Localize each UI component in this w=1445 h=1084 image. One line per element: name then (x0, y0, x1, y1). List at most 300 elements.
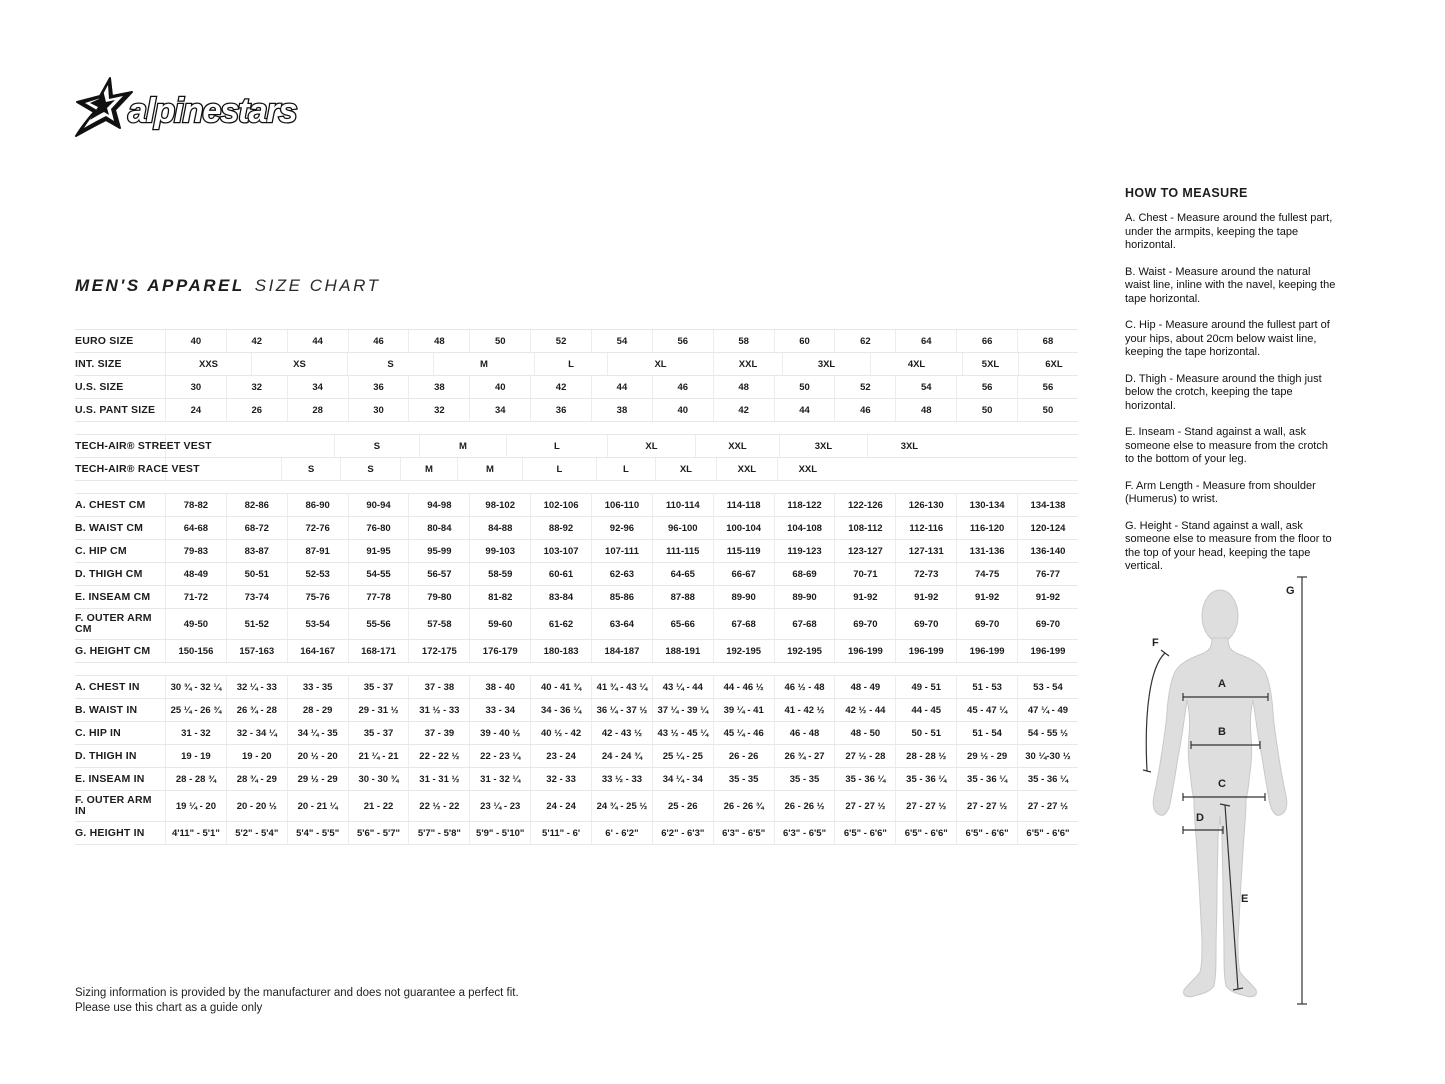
table-cell: S (340, 458, 400, 480)
table-cell: 176-179 (469, 640, 530, 662)
label-arm-f: F (1152, 637, 1159, 649)
table-cell: 35 - 37 (348, 676, 409, 698)
row-label: E. INSEAM IN (75, 772, 145, 785)
table-cell: 32 - 33 (530, 768, 591, 790)
table-cell: 34 (287, 376, 348, 398)
table-cell: 29 ½ - 29 (956, 745, 1017, 767)
table-cell: 6'5" - 6'6" (1017, 822, 1078, 844)
row-cells (165, 822, 1078, 844)
table-cell: 26 ¾ - 28 (226, 699, 287, 721)
table-cell: 61-62 (530, 609, 591, 639)
table-cell: 52 (834, 376, 895, 398)
table-cell: 28 - 28 ¾ (165, 768, 226, 790)
page-title (75, 276, 381, 296)
table-row (75, 745, 1078, 768)
table-cell: 20 - 21 ¼ (287, 791, 348, 821)
table-cell: 27 - 27 ½ (834, 791, 895, 821)
table-cell: 196-199 (1017, 640, 1078, 662)
table-cell: 6'3" - 6'5" (713, 822, 774, 844)
table-cell: 25 ¼ - 26 ¾ (165, 699, 226, 721)
table-cell: XXS (165, 353, 251, 375)
table-cell: 40 ½ - 42 (530, 722, 591, 744)
table-cell: 70-71 (834, 563, 895, 585)
table-cell: 22 - 23 ¼ (469, 745, 530, 767)
table-row (75, 822, 1078, 845)
table-cell: 98-102 (469, 494, 530, 516)
row-label: F. OUTER ARM IN (75, 794, 152, 817)
table-cell: 26 - 26 (713, 745, 774, 767)
label-waist-b: B (1218, 726, 1226, 738)
table-cell: 65-66 (652, 609, 713, 639)
label-height-g: G (1286, 585, 1295, 597)
table-cell: 28 - 29 (287, 699, 348, 721)
table-row (75, 586, 1078, 609)
row-cells (165, 494, 1078, 516)
table-cell: 72-76 (287, 517, 348, 539)
table-cell: 71-72 (165, 586, 226, 608)
row-label: A. CHEST CM (75, 498, 146, 511)
table-cell: 35 - 36 ¼ (1017, 768, 1078, 790)
table-cell: 27 ½ - 28 (834, 745, 895, 767)
row-label: D. THIGH CM (75, 567, 143, 580)
table-cell: 30 ¾ - 32 ¼ (165, 676, 226, 698)
table-cell: 82-86 (226, 494, 287, 516)
table-cell: 44 - 46 ½ (713, 676, 774, 698)
table-cell: 50-51 (226, 563, 287, 585)
table-cell: 53-54 (287, 609, 348, 639)
table-cell: 127-131 (895, 540, 956, 562)
table-cell (838, 458, 1088, 480)
row-cells (165, 353, 1078, 375)
table-cell: L (506, 435, 607, 457)
table-cell: 30 (165, 376, 226, 398)
table-cell: 34 (469, 399, 530, 421)
table-cell: 3XL (782, 353, 870, 375)
table-cell: 51 - 53 (956, 676, 1017, 698)
table-cell: 42 (713, 399, 774, 421)
table-cell: 86-90 (287, 494, 348, 516)
table-cell: 35 - 36 ¼ (895, 768, 956, 790)
table-cell: 150-156 (165, 640, 226, 662)
table-cell: 56 (1017, 376, 1078, 398)
how-to-measure-panel (1125, 186, 1337, 587)
table-cell: 62-63 (591, 563, 652, 585)
row-label: A. CHEST IN (75, 680, 140, 693)
table-cell: 81-82 (469, 586, 530, 608)
table-cell: 96-100 (652, 517, 713, 539)
label-inseam-e: E (1241, 893, 1249, 905)
table-row (75, 540, 1078, 563)
table-cell: 23 ¼ - 23 (469, 791, 530, 821)
table-cell: 74-75 (956, 563, 1017, 585)
table-cell: 41 - 42 ½ (774, 699, 835, 721)
alpinestars-logo (70, 76, 332, 142)
table-cell: 48-49 (165, 563, 226, 585)
row-cells (165, 768, 1078, 790)
table-cell: 157-163 (226, 640, 287, 662)
table-cell: 26 - 26 ½ (774, 791, 835, 821)
table-cell: 31 - 31 ½ (408, 768, 469, 790)
table-cell: 31 ½ - 33 (408, 699, 469, 721)
table-cell: 42 (530, 376, 591, 398)
table-cell: 33 - 34 (469, 699, 530, 721)
table-cell: 134-138 (1017, 494, 1078, 516)
table-cell: 36 (530, 399, 591, 421)
table-cell: 29 - 31 ½ (348, 699, 409, 721)
table-cell: 3XL (779, 435, 867, 457)
table-cell: 4XL (870, 353, 962, 375)
table-cell: 50 (469, 330, 530, 352)
how-to-measure-list (1125, 212, 1337, 574)
table-cell: 48 (895, 399, 956, 421)
disclaimer-line-1: Sizing information is provided by the manufacturer and does not guarantee a perfect fit. (75, 987, 519, 999)
table-cell: 172-175 (408, 640, 469, 662)
measure-instruction: F. Arm Length - Measure from shoulder (Humerus) to wrist. (1125, 479, 1316, 505)
table-cell: 56 (956, 376, 1017, 398)
table-cell: 5'4" - 5'5" (287, 822, 348, 844)
table-cell: 6'3" - 6'5" (774, 822, 835, 844)
table-cell: 60 (774, 330, 835, 352)
table-cell: 180-183 (530, 640, 591, 662)
row-label: G. HEIGHT IN (75, 826, 145, 839)
table-cell: 35 - 36 ¼ (834, 768, 895, 790)
table-cell: 26 - 26 ¾ (713, 791, 774, 821)
table-cell: 28 (287, 399, 348, 421)
table-cell: 6'2" - 6'3" (652, 822, 713, 844)
row-cells (165, 722, 1078, 744)
table-cell: 79-83 (165, 540, 226, 562)
table-cell: 136-140 (1017, 540, 1078, 562)
table-cell: XL (607, 435, 695, 457)
table-cell: XXL (695, 435, 779, 457)
table-cell: 69-70 (956, 609, 1017, 639)
table-cell: 35 - 35 (774, 768, 835, 790)
table-cell: 39 ¼ - 41 (713, 699, 774, 721)
table-row (75, 399, 1078, 422)
row-label: U.S. PANT SIZE (75, 403, 156, 416)
table-cell: 91-92 (834, 586, 895, 608)
table-cell: 6XL (1018, 353, 1089, 375)
table-cell: 19 - 20 (226, 745, 287, 767)
table-cell: 55-56 (348, 609, 409, 639)
table-row (75, 768, 1078, 791)
table-cell: 130-134 (956, 494, 1017, 516)
table-cell: 83-87 (226, 540, 287, 562)
row-cells (165, 435, 1078, 457)
table-cell: 3XL (867, 435, 951, 457)
row-label: C. HIP IN (75, 726, 121, 739)
table-cell: 32 - 34 ¼ (226, 722, 287, 744)
disclaimer-line-2: Please use this chart as a guide only (75, 1002, 263, 1014)
table-row (75, 722, 1078, 745)
table-cell: 75-76 (287, 586, 348, 608)
table-cell: 25 ¼ - 25 (652, 745, 713, 767)
table-cell: 24 ¾ - 25 ½ (591, 791, 652, 821)
body-measurement-diagram (1140, 572, 1325, 1032)
table-cell: 68-72 (226, 517, 287, 539)
table-cell: 64 (895, 330, 956, 352)
table-cell: 114-118 (713, 494, 774, 516)
table-cell: 20 - 20 ½ (226, 791, 287, 821)
table-cell: 196-199 (895, 640, 956, 662)
row-label: G. HEIGHT CM (75, 644, 151, 657)
row-cells (165, 676, 1078, 698)
table-cell: 79-80 (408, 586, 469, 608)
table-cell: 72-73 (895, 563, 956, 585)
table-cell: M (400, 458, 457, 480)
table-cell: 57-58 (408, 609, 469, 639)
table-cell: 76-80 (348, 517, 409, 539)
table-cell: 6'5" - 6'6" (956, 822, 1017, 844)
table-cell: 44 (774, 399, 835, 421)
table-cell: 56-57 (408, 563, 469, 585)
table-cell: 30 ¼-30 ½ (1017, 745, 1078, 767)
table-cell: 37 ¼ - 39 ¼ (652, 699, 713, 721)
table-cell: 76-77 (1017, 563, 1078, 585)
measure-instruction: A. Chest - Measure around the fullest part, under the armpits, keeping the tape horizontal. (1125, 212, 1333, 251)
table-cell: 103-107 (530, 540, 591, 562)
table-cell: L (534, 353, 607, 375)
table-row (75, 563, 1078, 586)
table-cell: 69-70 (1017, 609, 1078, 639)
row-label: INT. SIZE (75, 357, 122, 370)
table-cell: XL (607, 353, 713, 375)
table-cell: 46 (834, 399, 895, 421)
table-cell: 40 (165, 330, 226, 352)
table-cell: 73-74 (226, 586, 287, 608)
table-cell: 46 (652, 376, 713, 398)
table-group (75, 329, 1078, 422)
table-cell: XXL (716, 458, 777, 480)
table-cell: 19 ¼ - 20 (165, 791, 226, 821)
table-cell: 40 (469, 376, 530, 398)
table-cell: 23 - 24 (530, 745, 591, 767)
table-cell: 119-123 (774, 540, 835, 562)
table-cell: 27 - 27 ½ (1017, 791, 1078, 821)
table-cell: 59-60 (469, 609, 530, 639)
row-label: EURO SIZE (75, 334, 134, 347)
measure-instruction: D. Thigh - Measure around the thigh just below the crotch, keeping the tape horizontal. (1125, 372, 1322, 412)
table-cell: 26 ¾ - 27 (774, 745, 835, 767)
table-cell: 89-90 (774, 586, 835, 608)
table-cell: 68-69 (774, 563, 835, 585)
table-cell: 50 (1017, 399, 1078, 421)
table-cell: 24 - 24 ¾ (591, 745, 652, 767)
table-cell: 54 - 55 ½ (1017, 722, 1078, 744)
table-cell: 5XL (962, 353, 1018, 375)
disclaimer (75, 986, 519, 1016)
table-cell: 45 ¼ - 46 (713, 722, 774, 744)
table-cell: 102-106 (530, 494, 591, 516)
table-cell: 27 - 27 ½ (895, 791, 956, 821)
alpinestars-star-icon (76, 78, 132, 136)
table-cell: 42 ½ - 44 (834, 699, 895, 721)
table-cell: 111-115 (652, 540, 713, 562)
table-cell: 49-50 (165, 609, 226, 639)
table-cell: 184-187 (591, 640, 652, 662)
table-cell: 192-195 (774, 640, 835, 662)
row-label: D. THIGH IN (75, 749, 137, 762)
table-cell: 41 ¾ - 43 ¼ (591, 676, 652, 698)
table-row (75, 517, 1078, 540)
table-cell: 87-88 (652, 586, 713, 608)
table-cell: 107-111 (591, 540, 652, 562)
table-cell: 91-92 (895, 586, 956, 608)
table-cell: 94-98 (408, 494, 469, 516)
table-cell: 84-88 (469, 517, 530, 539)
table-cell: 50 (956, 399, 1017, 421)
table-cell: 30 - 30 ¾ (348, 768, 409, 790)
label-thigh-d: D (1196, 812, 1204, 824)
table-group (75, 434, 1078, 481)
table-cell (951, 435, 1086, 457)
table-row (75, 494, 1078, 517)
table-cell: 50 (774, 376, 835, 398)
table-row (75, 640, 1078, 663)
table-cell: 43 ½ - 45 ¼ (652, 722, 713, 744)
table-cell: XXL (777, 458, 838, 480)
table-cell: 26 (226, 399, 287, 421)
table-cell: 25 - 26 (652, 791, 713, 821)
table-cell: 87-91 (287, 540, 348, 562)
table-row (75, 330, 1078, 353)
table-cell: 54 (591, 330, 652, 352)
table-cell: 92-96 (591, 517, 652, 539)
table-cell: 52 (530, 330, 591, 352)
table-cell: 35 - 36 ¼ (956, 768, 1017, 790)
table-cell: 51 - 54 (956, 722, 1017, 744)
row-cells (165, 640, 1078, 662)
table-cell: 37 - 38 (408, 676, 469, 698)
row-cells (165, 399, 1078, 421)
table-cell: 28 ¾ - 29 (226, 768, 287, 790)
table-cell: 47 ¼ - 49 (1017, 699, 1078, 721)
height-measure-line (1297, 577, 1307, 1004)
measure-instruction: G. Height - Stand against a wall, ask someone else to measure from the floor to the top of your head, keeping the tape vertical. (1125, 519, 1332, 572)
table-cell: 5'7" - 5'8" (408, 822, 469, 844)
table-cell: 168-171 (348, 640, 409, 662)
row-label: E. INSEAM CM (75, 590, 151, 603)
table-cell: 33 ½ - 33 (591, 768, 652, 790)
table-row (75, 791, 1078, 822)
table-cell: 51-52 (226, 609, 287, 639)
table-cell: 56 (652, 330, 713, 352)
table-cell: 6' - 6'2" (591, 822, 652, 844)
table-cell: 48 (408, 330, 469, 352)
table-cell: 164-167 (287, 640, 348, 662)
table-cell: 131-136 (956, 540, 1017, 562)
page-title-sub: SIZE CHART (254, 276, 381, 295)
table-cell: 88-92 (530, 517, 591, 539)
table-cell: 45 - 47 ¼ (956, 699, 1017, 721)
table-cell: L (596, 458, 655, 480)
table-cell: XL (655, 458, 716, 480)
table-cell: S (281, 458, 340, 480)
table-cell: 36 (348, 376, 409, 398)
row-label: F. OUTER ARM CM (75, 612, 152, 635)
table-cell: 196-199 (956, 640, 1017, 662)
table-cell: 38 (408, 376, 469, 398)
table-row (75, 458, 1078, 481)
table-row (75, 435, 1078, 458)
row-cells (165, 586, 1078, 608)
size-chart-table (75, 329, 1078, 845)
table-cell: 66 (956, 330, 1017, 352)
row-cells (165, 745, 1078, 767)
table-cell: 28 - 28 ½ (895, 745, 956, 767)
table-cell: 44 (287, 330, 348, 352)
row-cells (165, 609, 1078, 639)
table-row (75, 376, 1078, 399)
table-cell: 21 - 22 (348, 791, 409, 821)
row-cells (165, 458, 1078, 480)
table-cell: 115-119 (713, 540, 774, 562)
table-cell: 90-94 (348, 494, 409, 516)
table-cell: 46 (348, 330, 409, 352)
table-cell: 6'5" - 6'6" (834, 822, 895, 844)
label-chest-a: A (1218, 678, 1226, 690)
table-cell: 29 ½ - 29 (287, 768, 348, 790)
table-cell: 32 (408, 399, 469, 421)
table-cell: 106-110 (591, 494, 652, 516)
row-label: TECH-AIR® RACE VEST (75, 462, 200, 475)
table-cell: 40 - 41 ¾ (530, 676, 591, 698)
table-cell: 34 - 36 ¼ (530, 699, 591, 721)
table-cell: 126-130 (895, 494, 956, 516)
row-cells (165, 330, 1078, 352)
table-cell: 35 - 37 (348, 722, 409, 744)
row-cells (165, 540, 1078, 562)
table-cell: 192-195 (713, 640, 774, 662)
table-row (75, 353, 1078, 376)
row-cells (165, 699, 1078, 721)
table-cell: 122-126 (834, 494, 895, 516)
table-cell: 20 ½ - 20 (287, 745, 348, 767)
table-cell: 91-92 (1017, 586, 1078, 608)
row-cells (165, 791, 1078, 821)
table-cell: 4'11" - 5'1" (165, 822, 226, 844)
table-cell: 62 (834, 330, 895, 352)
table-cell: 95-99 (408, 540, 469, 562)
table-cell: 37 - 39 (408, 722, 469, 744)
table-cell: 42 (226, 330, 287, 352)
table-cell: 22 - 22 ½ (408, 745, 469, 767)
table-cell: 32 (226, 376, 287, 398)
table-cell: 44 (591, 376, 652, 398)
row-label: C. HIP CM (75, 544, 127, 557)
table-cell: 6'5" - 6'6" (895, 822, 956, 844)
table-row (75, 699, 1078, 722)
table-cell: 118-122 (774, 494, 835, 516)
table-cell: 34 ¼ - 34 (652, 768, 713, 790)
table-cell: 77-78 (348, 586, 409, 608)
row-cells (165, 517, 1078, 539)
table-cell: 116-120 (956, 517, 1017, 539)
row-label: B. WAIST IN (75, 703, 138, 716)
table-cell: 91-95 (348, 540, 409, 562)
body-silhouette-icon (1153, 590, 1287, 997)
table-cell: 31 - 32 ¼ (469, 768, 530, 790)
row-cells (165, 376, 1078, 398)
table-cell: 50 - 51 (895, 722, 956, 744)
table-cell: 112-116 (895, 517, 956, 539)
table-cell: 69-70 (895, 609, 956, 639)
table-cell: S (334, 435, 419, 457)
table-cell: 85-86 (591, 586, 652, 608)
table-cell: 33 - 35 (287, 676, 348, 698)
table-cell: M (419, 435, 506, 457)
alpinestars-wordmark: alpinestars (128, 92, 297, 130)
